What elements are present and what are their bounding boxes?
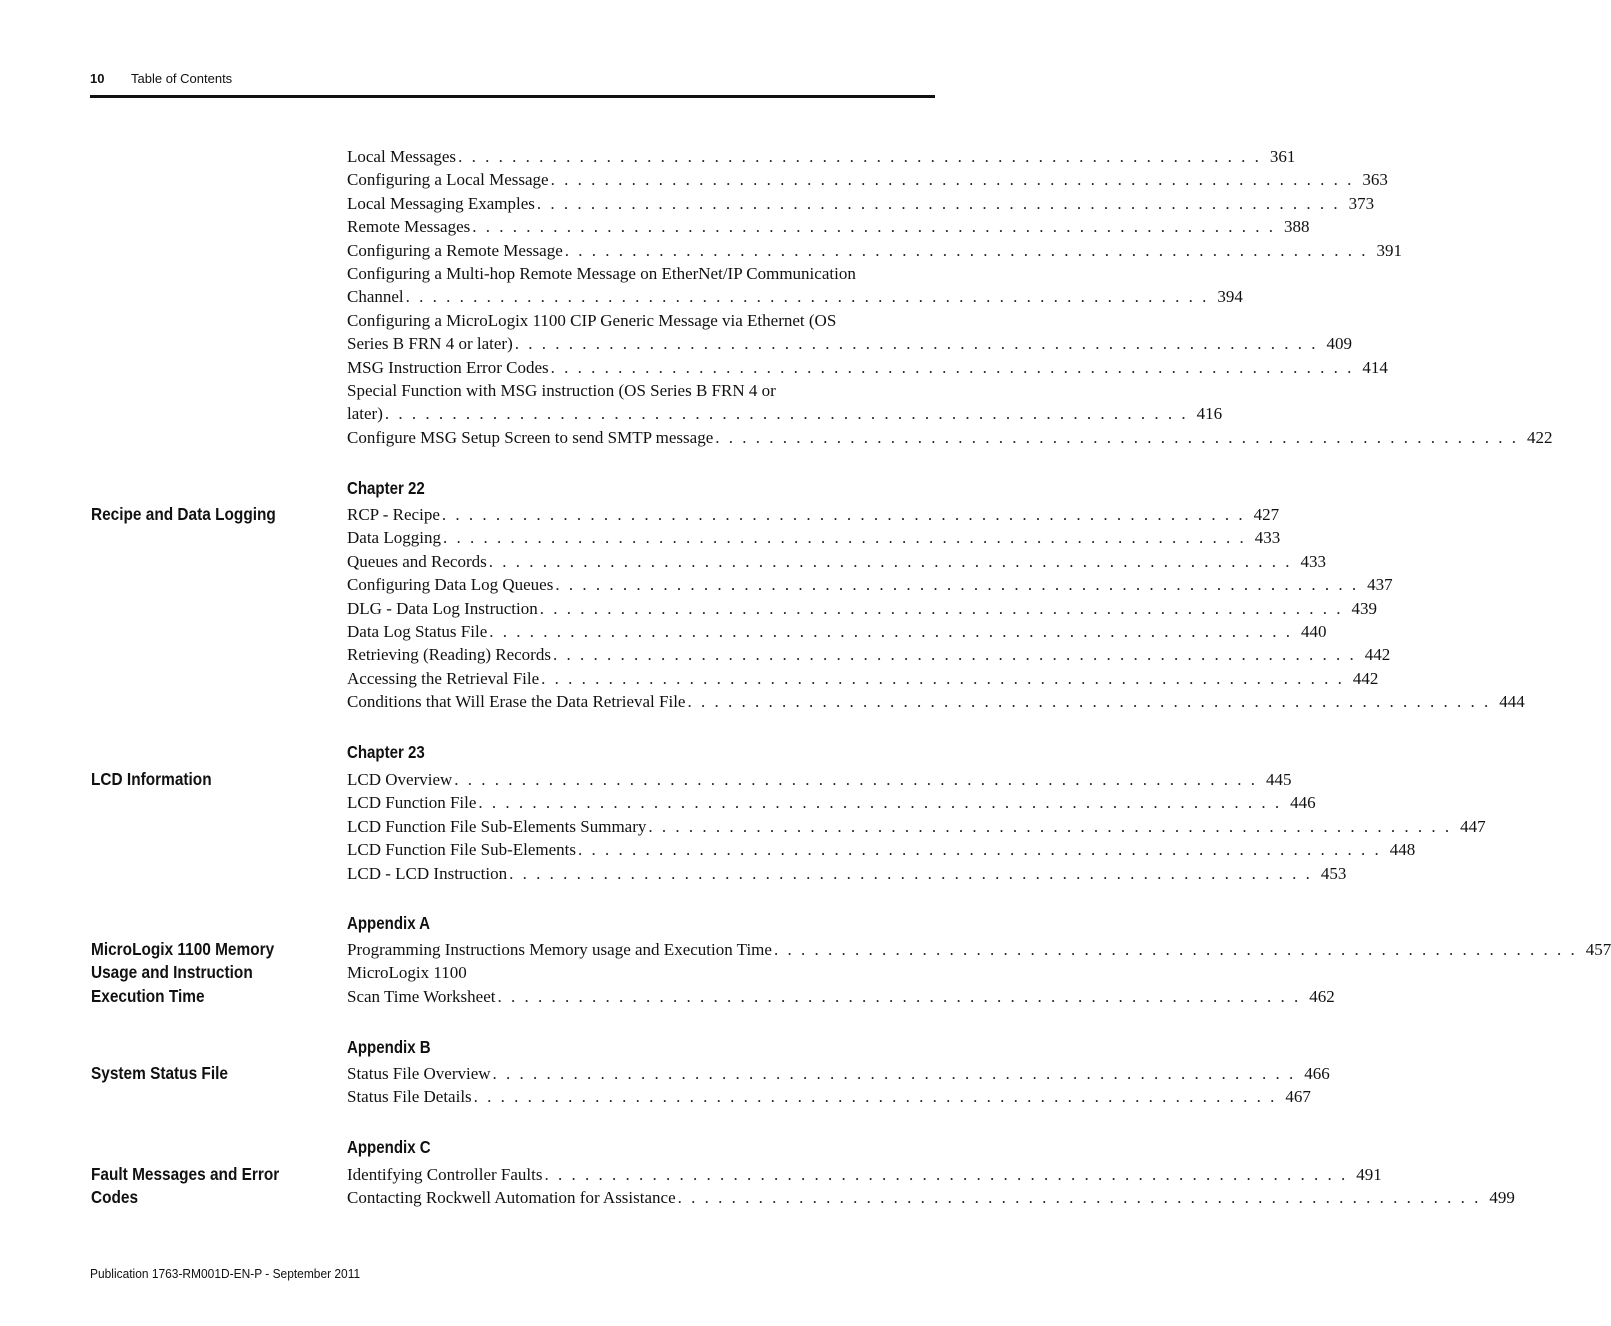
toc-entry[interactable]: Scan Time Worksheet . . . . . . . . . . . . . . . . . . . . . . . . . . . . . . . . . . . . . . . . . . . . . . . . . . . . . . . . . . . . 462 bbox=[347, 986, 1335, 1006]
toc-entry[interactable]: Configure MSG Setup Screen to send SMTP message . . . . . . . . . . . . . . . . . . . . . . . . . . . . . . . . . . . . . . . . . . . . . . . . . . . . . . . . . . . . 422 bbox=[347, 427, 1553, 447]
section-title-fault-messages bbox=[91, 1163, 279, 1210]
toc-entry[interactable]: LCD Function File Sub-Elements Summary . . . . . . . . . . . . . . . . . . . . . . . . . . . . . . . . . . . . . . . . . . . . . . . . . . . . . . . . . . . . 447 bbox=[347, 816, 1486, 836]
toc-chapter-22-list bbox=[347, 503, 1525, 714]
section-title-line: Execution Time bbox=[91, 985, 205, 1006]
page-number: 10 bbox=[90, 71, 105, 86]
chapter-23-label: Chapter 23 bbox=[347, 742, 425, 762]
toc-entry[interactable]: Contacting Rockwell Automation for Assistance . . . . . . . . . . . . . . . . . . . . . . . . . . . . . . . . . . . . . . . . . . . . . . . . . . . . . . . . . . . . 499 bbox=[347, 1188, 1515, 1208]
toc-entry-line1[interactable]: Special Function with MSG instruction (OS Series B FRN 4 or bbox=[347, 381, 776, 401]
chapter-22-label: Chapter 22 bbox=[347, 478, 425, 498]
section-title-lcd-information: LCD Information bbox=[91, 769, 212, 789]
appendix-c-label: Appendix C bbox=[347, 1137, 431, 1157]
toc-entry[interactable]: Configuring a Local Message . . . . . . . . . . . . . . . . . . . . . . . . . . . . . . . . . . . . . . . . . . . . . . . . . . . . . . . . . . . . 363 bbox=[347, 170, 1388, 190]
publication-footer: Publication 1763-RM001D-EN-P - September 2011 bbox=[90, 1266, 361, 1281]
toc-entry[interactable]: LCD - LCD Instruction . . . . . . . . . . . . . . . . . . . . . . . . . . . . . . . . . . . . . . . . . . . . . . . . . . . . . . . . . . . . 453 bbox=[347, 863, 1347, 883]
toc-entry[interactable]: Programming Instructions Memory usage and Execution Time . . . . . . . . . . . . . . . . . . . . . . . . . . . . . . . . . . . . . . . . . . . . . . . . . . . . . . . . . . . . 457 bbox=[347, 940, 1611, 959]
toc-continued-list bbox=[347, 145, 1553, 449]
toc-entry[interactable]: Identifying Controller Faults . . . . . . . . . . . . . . . . . . . . . . . . . . . . . . . . . . . . . . . . . . . . . . . . . . . . . . . . . . . . 491 bbox=[347, 1165, 1382, 1184]
appendix-a-label: Appendix A bbox=[347, 913, 431, 933]
toc-chapter-23-list bbox=[347, 768, 1486, 885]
toc-appendix-a-list bbox=[347, 938, 1611, 1008]
toc-entry-line1[interactable]: Configuring a MicroLogix 1100 CIP Generic Message via Ethernet (OS bbox=[347, 310, 837, 330]
toc-entry[interactable]: Accessing the Retrieval File . . . . . . . . . . . . . . . . . . . . . . . . . . . . . . . . . . . . . . . . . . . . . . . . . . . . . . . . . . . . 442 bbox=[347, 668, 1379, 688]
section-title-line: Codes bbox=[91, 1187, 139, 1208]
toc-entry[interactable]: LCD Function File . . . . . . . . . . . . . . . . . . . . . . . . . . . . . . . . . . . . . . . . . . . . . . . . . . . . . . . . . . . . 446 bbox=[347, 793, 1316, 813]
toc-entry[interactable]: Local Messages . . . . . . . . . . . . . . . . . . . . . . . . . . . . . . . . . . . . . . . . . . . . . . . . . . . . . . . . . . . . 361 bbox=[347, 147, 1296, 166]
toc-entry[interactable]: later) . . . . . . . . . . . . . . . . . . . . . . . . . . . . . . . . . . . . . . . . . . . . . . . . . . . . . . . . . . . . 416 bbox=[347, 404, 1223, 424]
appendix-b-label: Appendix B bbox=[347, 1037, 431, 1057]
toc-entry-line1[interactable]: MicroLogix 1100 bbox=[347, 963, 467, 983]
toc-entry[interactable]: Status File Details . . . . . . . . . . . . . . . . . . . . . . . . . . . . . . . . . . . . . . . . . . . . . . . . . . . . . . . . . . . . 467 bbox=[347, 1087, 1311, 1107]
toc-entry[interactable]: DLG - Data Log Instruction . . . . . . . . . . . . . . . . . . . . . . . . . . . . . . . . . . . . . . . . . . . . . . . . . . . . . . . . . . . . 439 bbox=[347, 598, 1377, 618]
toc-entry-line1[interactable]: Configuring a Multi-hop Remote Message on EtherNet/IP Communication bbox=[347, 264, 856, 284]
section-title-line: Fault Messages and Error bbox=[91, 1164, 280, 1184]
section-title-line: Usage and Instruction bbox=[91, 962, 253, 983]
toc-entry[interactable]: LCD Overview . . . . . . . . . . . . . . . . . . . . . . . . . . . . . . . . . . . . . . . . . . . . . . . . . . . . . . . . . . . . 445 bbox=[347, 770, 1292, 789]
toc-entry[interactable]: Status File Overview . . . . . . . . . . . . . . . . . . . . . . . . . . . . . . . . . . . . . . . . . . . . . . . . . . . . . . . . . . . . 466 bbox=[347, 1064, 1330, 1083]
toc-entry[interactable]: Conditions that Will Erase the Data Retrieval File . . . . . . . . . . . . . . . . . . . . . . . . . . . . . . . . . . . . . . . . . . . . . . . . . . . . . . . . . . . . 444 bbox=[347, 692, 1525, 712]
toc-entry[interactable]: Configuring Data Log Queues . . . . . . . . . . . . . . . . . . . . . . . . . . . . . . . . . . . . . . . . . . . . . . . . . . . . . . . . . . . . 437 bbox=[347, 575, 1393, 595]
section-title-line: MicroLogix 1100 Memory bbox=[91, 939, 275, 959]
toc-entry[interactable]: Local Messaging Examples . . . . . . . . . . . . . . . . . . . . . . . . . . . . . . . . . . . . . . . . . . . . . . . . . . . . . . . . . . . . 373 bbox=[347, 193, 1375, 213]
toc-entry[interactable]: Data Log Status File . . . . . . . . . . . . . . . . . . . . . . . . . . . . . . . . . . . . . . . . . . . . . . . . . . . . . . . . . . . . 440 bbox=[347, 622, 1327, 642]
toc-entry[interactable]: Queues and Records . . . . . . . . . . . . . . . . . . . . . . . . . . . . . . . . . . . . . . . . . . . . . . . . . . . . . . . . . . . . 433 bbox=[347, 551, 1326, 571]
toc-entry[interactable]: Series B FRN 4 or later) . . . . . . . . . . . . . . . . . . . . . . . . . . . . . . . . . . . . . . . . . . . . . . . . . . . . . . . . . . . . 409 bbox=[347, 334, 1352, 354]
toc-entry[interactable]: Data Logging . . . . . . . . . . . . . . . . . . . . . . . . . . . . . . . . . . . . . . . . . . . . . . . . . . . . . . . . . . . . 433 bbox=[347, 528, 1281, 548]
running-header-title: Table of Contents bbox=[131, 71, 233, 86]
toc-entry[interactable]: LCD Function File Sub-Elements . . . . . . . . . . . . . . . . . . . . . . . . . . . . . . . . . . . . . . . . . . . . . . . . . . . . . . . . . . . . 448 bbox=[347, 840, 1416, 860]
header-rule bbox=[90, 95, 935, 98]
toc-entry[interactable]: Configuring a Remote Message . . . . . . . . . . . . . . . . . . . . . . . . . . . . . . . . . . . . . . . . . . . . . . . . . . . . . . . . . . . . 391 bbox=[347, 240, 1403, 260]
section-title-system-status-file: System Status File bbox=[91, 1063, 228, 1083]
section-title-memory-usage bbox=[91, 938, 274, 1008]
toc-appendix-c-list bbox=[347, 1163, 1515, 1210]
toc-entry[interactable]: RCP - Recipe . . . . . . . . . . . . . . . . . . . . . . . . . . . . . . . . . . . . . . . . . . . . . . . . . . . . . . . . . . . . 427 bbox=[347, 505, 1280, 524]
toc-entry[interactable]: MSG Instruction Error Codes . . . . . . . . . . . . . . . . . . . . . . . . . . . . . . . . . . . . . . . . . . . . . . . . . . . . . . . . . . . . 414 bbox=[347, 357, 1388, 377]
toc-entry[interactable]: Remote Messages . . . . . . . . . . . . . . . . . . . . . . . . . . . . . . . . . . . . . . . . . . . . . . . . . . . . . . . . . . . . 388 bbox=[347, 217, 1310, 237]
toc-entry[interactable]: Channel . . . . . . . . . . . . . . . . . . . . . . . . . . . . . . . . . . . . . . . . . . . . . . . . . . . . . . . . . . . . 394 bbox=[347, 287, 1243, 307]
toc-entry[interactable]: Retrieving (Reading) Records . . . . . . . . . . . . . . . . . . . . . . . . . . . . . . . . . . . . . . . . . . . . . . . . . . . . . . . . . . . . 442 bbox=[347, 645, 1391, 665]
toc-appendix-b-list bbox=[347, 1062, 1330, 1109]
section-title-recipe-data-logging: Recipe and Data Logging bbox=[91, 504, 276, 524]
